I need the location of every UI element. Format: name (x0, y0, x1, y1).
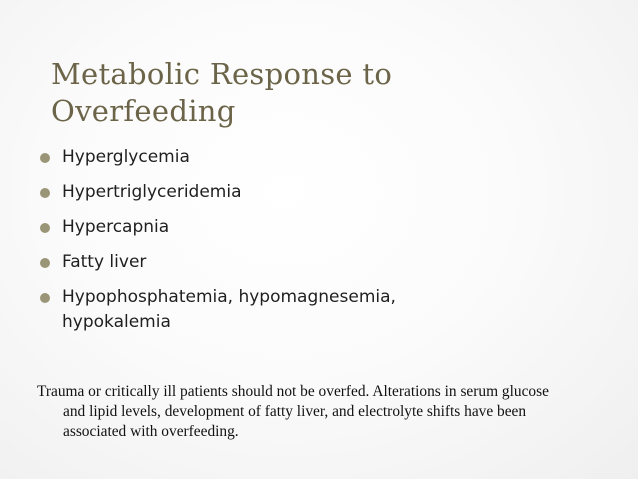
bullet-item-hyperglycemia (0, 145, 502, 170)
slide-title (51, 56, 571, 130)
slide-title-line-2: Overfeeding (51, 94, 236, 128)
bullet-dot-icon (40, 293, 50, 303)
bullet-dot-icon (40, 153, 50, 163)
bullet-dot-icon (40, 188, 50, 198)
bullet-text: Hyperglycemia (62, 147, 190, 167)
bullet-text: Hypercapnia (62, 217, 170, 237)
bullet-list (0, 145, 502, 345)
slide-title-line-1: Metabolic Response to (51, 57, 393, 91)
footnote-text: Trauma or critically ill patients should not be overfed. Alterations in serum glucose and lipid levels, development of fatty liver, and electrolyte shifts have been associated with overfeeding. (37, 383, 549, 440)
bullet-item-electrolytes (0, 285, 502, 335)
bullet-item-hypertriglyceridemia (0, 180, 502, 205)
bullet-item-fatty-liver (0, 250, 502, 275)
bullet-dot-icon (40, 223, 50, 233)
bullet-dot-icon (40, 258, 50, 268)
bullet-item-hypercapnia (0, 215, 502, 240)
bullet-text: Fatty liver (62, 252, 147, 272)
bullet-text: Hypophosphatemia, hypomagnesemia, hypokalemia (62, 287, 396, 332)
bullet-text: Hypertriglyceridemia (62, 182, 242, 202)
